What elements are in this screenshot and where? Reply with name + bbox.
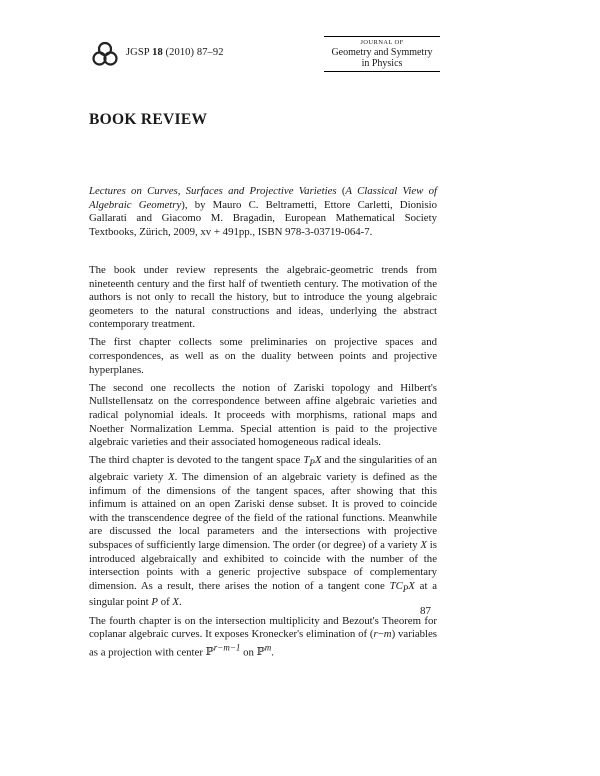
trefoil-knot-icon [91,41,119,69]
review-body [89,264,437,664]
journal-name-line1: Geometry and Symmetry [331,47,433,58]
journal-year-pages: (2010) 87–92 [165,47,224,58]
journal-of-label: JOURNAL OF [360,39,404,46]
book-details: ), by Mauro C. Beltrametti, Ettore Carletti, Dionisio Gallarati and Giacomo M. Bragadin, European Mathematical Society Textbooks, Zürich, 2009, xv + 491pp., ISBN 978-3-03719-064-7. [89,198,437,238]
journal-logo [91,41,119,69]
paragraph-5: The fourth chapter is on the intersection multiplicity and Bezout's Theorem for coplanar algebraic curves. It exposes Kronecker's elimination of (r−m) variables as a projection with center ℙ$^{r-m-1}$ on ℙ$^m$. [89,614,438,659]
paragraph-3: The second one recollects the notion of Zariski topology and Hilbert's Nullstellensatz on the correspondence between affine algebraic varieties and radical polynomial ideals. It proceeds with morphisms, rational maps and Noether Normalization Lemma. Special attention is paid to the projective algebraic varieties and their associated homogeneous radical ideals. [89,381,437,449]
math-tangent-space: $T_PX$ [303,454,322,469]
page-title: BOOK REVIEW [89,111,208,128]
book-subtitle: A Classical View of Algebraic Geometry [89,185,437,211]
journal-abbrev: JGSP [126,47,150,58]
math-projective-space-1: ℙ$^{r-m-1}$ [205,642,241,659]
paragraph-4: The third chapter is devoted to the tangent space $T_PX$ and the singularities of an algebraic variety X. The dimension of an algebraic variety is defined as the infimum of the dimensions of the tangent spaces, after showing that this infimum is attained on an open Zariski dense subset. It is proved to coincide with the transcendence degree of the field of the rational functions. Meanwhile are discussed the local parameters and the intersections with projective subspaces of sufficiently large dimension. The order (or degree) of a variety X is introduced algebraically and exhibited to coincide with the number of the intersection points with a generic projective subspace of complementary dimension. As a result, there arises the notion of a tangent cone $TC_PX$ at a singular point P of X. [89,454,438,609]
journal-masthead [324,36,440,72]
book-citation: Lectures on Curves, Surfaces and Projective Varieties (A Classical View of Algebraic Geometry), by Mauro C. Beltrametti, Ettore Carletti, Dionisio Gallarati and Giacomo M. Bragadin, European Mathematical Society Textbooks, Zürich, 2009, xv + 491pp., ISBN 978-3-03719-064-7. [89,185,437,238]
math-projective-space-2: ℙ$^m$ [256,642,272,659]
paragraph-2: The first chapter collects some preliminaries on projective spaces and correspondences, as well as on the duality between points and projective hyperplanes. [89,336,437,376]
journal-volume: 18 [152,47,163,58]
journal-name-line2: in Physics [361,58,403,69]
page-number: 87 [420,605,431,617]
journal-reference [126,47,224,58]
math-tangent-cone: $TC_PX$ [389,579,415,594]
paragraph-1: The book under review represents the algebraic-geometric trends from nineteenth century and the first half of twentieth century. The motivation of the authors is not only to recall the history, but to introduce the young algebraic geometers to the natural constructions and ideas, underlying the abstract contemporary treatment. [89,264,437,331]
book-title: Lectures on Curves, Surfaces and Projective Varieties [89,185,337,197]
